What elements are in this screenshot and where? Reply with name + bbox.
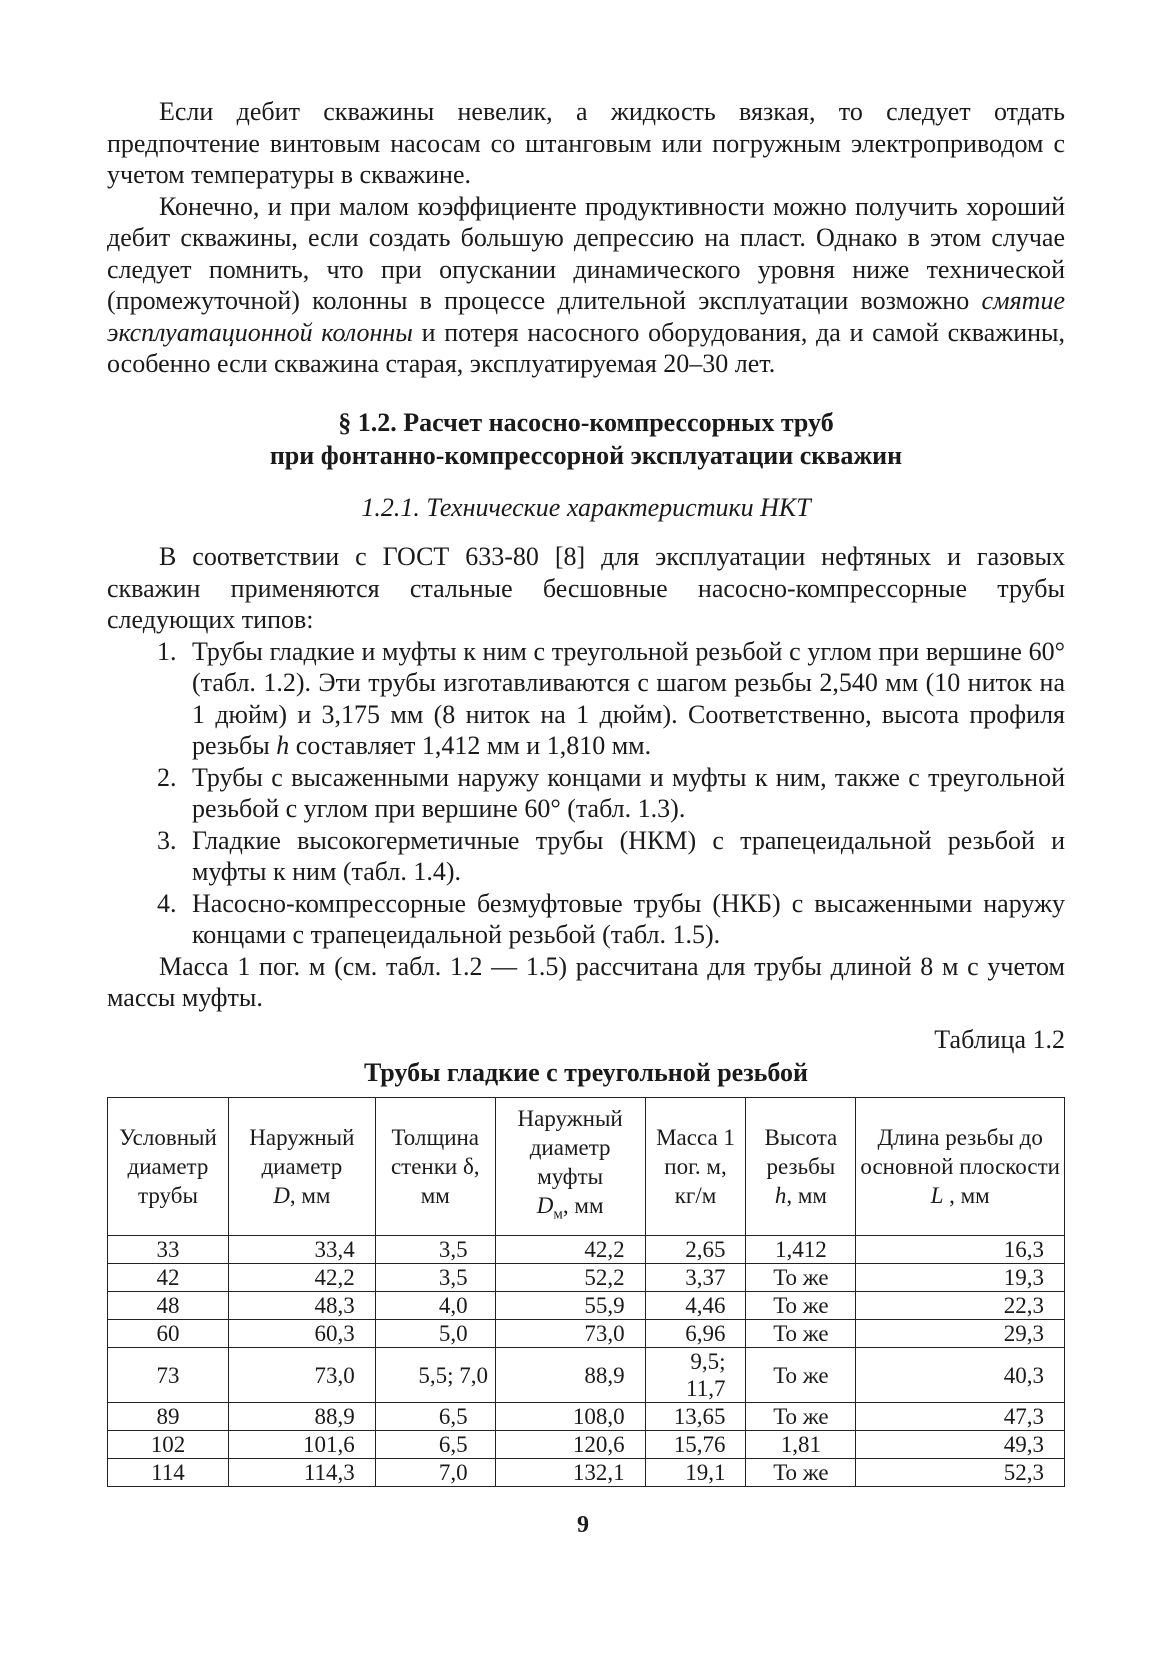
cell-coupling-diameter: 132,1 xyxy=(495,1459,645,1487)
header-coupling-diameter-symbol: D xyxy=(536,1192,554,1218)
cell-thread-height: 1,412 xyxy=(746,1236,856,1264)
cell-mass: 9,5; 11,7 xyxy=(645,1348,746,1403)
header-coupling-diameter-unit: , мм xyxy=(562,1192,604,1218)
list-item xyxy=(107,636,1065,762)
table-row xyxy=(108,1403,1065,1431)
cell-mass: 13,65 xyxy=(645,1403,746,1431)
cell-nominal-diameter: 48 xyxy=(108,1292,229,1320)
paragraph-depression-end: и потеря насосного оборудования, да и самой скважины, особенно если скважина старая, эксплуатируемая 20–30 лет. xyxy=(107,317,1065,378)
table-header-row xyxy=(108,1097,1065,1236)
header-thread-height xyxy=(746,1097,856,1236)
paragraph-mass-note: Масса 1 пог. м (см. табл. 1.2 — 1.5) рассчитана для трубы длиной 8 м с учетом массы муфты. xyxy=(107,951,1065,1012)
cell-mass: 6,96 xyxy=(645,1320,746,1348)
cell-outer-diameter: 73,0 xyxy=(228,1348,375,1403)
cell-outer-diameter: 48,3 xyxy=(228,1292,375,1320)
cell-thread-height: То же xyxy=(746,1264,856,1292)
list-item-text-end: составляет 1,412 мм и 1,810 мм. xyxy=(289,731,652,760)
cell-mass: 3,37 xyxy=(645,1264,746,1292)
header-outer-diameter-symbol: D xyxy=(273,1182,290,1208)
paragraph-depression xyxy=(107,191,1065,380)
page-number: 9 xyxy=(577,1512,589,1538)
cell-coupling-diameter: 52,2 xyxy=(495,1264,645,1292)
table-number: Таблица 1.2 xyxy=(934,1024,1065,1054)
cell-nominal-diameter: 89 xyxy=(108,1403,229,1431)
cell-thread-height: То же xyxy=(746,1459,856,1487)
table-body xyxy=(108,1236,1065,1487)
cell-thread-height: То же xyxy=(746,1348,856,1403)
list-item xyxy=(107,825,1065,888)
cell-wall-thickness: 7,0 xyxy=(375,1459,495,1487)
cell-thread-height: 1,81 xyxy=(746,1431,856,1459)
header-wall-thickness-unit: мм xyxy=(420,1182,450,1208)
table-row xyxy=(108,1320,1065,1348)
pipe-specs-table xyxy=(107,1097,1065,1488)
cell-thread-length: 16,3 xyxy=(856,1236,1065,1264)
cell-thread-length: 29,3 xyxy=(856,1320,1065,1348)
cell-coupling-diameter: 108,0 xyxy=(495,1403,645,1431)
header-thread-height-symbol: h xyxy=(774,1182,787,1208)
cell-thread-length: 52,3 xyxy=(856,1459,1065,1487)
cell-mass: 4,46 xyxy=(645,1292,746,1320)
pipe-types-list xyxy=(107,636,1065,951)
paragraph-depression-start: Конечно, и при малом коэффициенте продуктивности можно получить хороший дебит скважины, если создать большую депрессию на пласт. Однако в этом случае следует помнить, что при опускании динамического уровня ниже технической (промежуточной) колонны в процессе длительной эксплуатации возможно xyxy=(107,191,1065,315)
cell-thread-height: То же xyxy=(746,1320,856,1348)
paragraph-depression-italic: смятие эксплуатационной колонны xyxy=(107,286,1065,347)
paragraph-gost-intro: В соответствии с ГОСТ 633-80 [8] для эксплуатации нефтяных и газовых скважин применяются стальные бесшовные насосно-компрессорные трубы следующих типов: xyxy=(107,542,1065,634)
cell-nominal-diameter: 114 xyxy=(108,1459,229,1487)
list-item-text: Насосно-компрессорные безмуфтовые трубы (НКБ) с высаженными наружу концами с трапецеидальной резьбой (табл. 1.5). xyxy=(192,888,1065,949)
list-item xyxy=(107,762,1065,825)
cell-thread-length: 22,3 xyxy=(856,1292,1065,1320)
cell-coupling-diameter: 55,9 xyxy=(495,1292,645,1320)
header-thread-length xyxy=(856,1097,1065,1236)
table-row xyxy=(108,1236,1065,1264)
header-wall-thickness xyxy=(375,1097,495,1236)
header-mass: Масса 1 пог. м, кг/м xyxy=(645,1097,746,1236)
table-row xyxy=(108,1292,1065,1320)
page-content xyxy=(107,96,1065,1487)
list-item-text: Гладкие высокогерметичные трубы (НКМ) с трапецеидальной резьбой и муфты к ним (табл. 1.4). xyxy=(192,825,1065,886)
header-coupling-diameter-subscript: м xyxy=(553,1206,563,1223)
section-title-line1: § 1.2. Расчет насосно-компрессорных труб xyxy=(338,407,834,437)
cell-wall-thickness: 3,5 xyxy=(375,1236,495,1264)
list-item-number: 1. xyxy=(157,636,177,666)
cell-nominal-diameter: 42 xyxy=(108,1264,229,1292)
cell-nominal-diameter: 102 xyxy=(108,1431,229,1459)
cell-thread-length: 47,3 xyxy=(856,1403,1065,1431)
table-row xyxy=(108,1431,1065,1459)
cell-outer-diameter: 33,4 xyxy=(228,1236,375,1264)
cell-nominal-diameter: 60 xyxy=(108,1320,229,1348)
header-wall-thickness-text: Толщина стенки δ, xyxy=(390,1124,480,1179)
list-item-text: Трубы гладкие и муфты к ним с треугольной резьбой с углом при вершине 60° (табл. 1.2). Эти трубы изготавливаются с шагом резьбы 2,540 мм (10 ниток на 1 дюйм) и 3,175 мм (8 ниток на 1 дюйм). Соответственно, высота профиля резьбы xyxy=(192,636,1065,760)
cell-coupling-diameter: 120,6 xyxy=(495,1431,645,1459)
cell-mass: 19,1 xyxy=(645,1459,746,1487)
cell-wall-thickness: 5,0 xyxy=(375,1320,495,1348)
header-outer-diameter-unit: , мм xyxy=(289,1182,331,1208)
cell-wall-thickness: 4,0 xyxy=(375,1292,495,1320)
cell-thread-length: 49,3 xyxy=(856,1431,1065,1459)
header-nominal-diameter: Условный диаметр трубы xyxy=(108,1097,229,1236)
cell-outer-diameter: 114,3 xyxy=(228,1459,375,1487)
list-item-italic: h xyxy=(276,731,290,760)
cell-mass: 2,65 xyxy=(645,1236,746,1264)
list-item xyxy=(107,888,1065,951)
cell-wall-thickness: 3,5 xyxy=(375,1264,495,1292)
paragraph-screw-pumps: Если дебит скважины невелик, а жидкость вязкая, то следует отдать предпочтение винтовым насосам со штанговым или погружным электроприводом с учетом температуры в скважине. xyxy=(107,97,1065,189)
header-outer-diameter xyxy=(228,1097,375,1236)
cell-nominal-diameter: 33 xyxy=(108,1236,229,1264)
section-heading xyxy=(107,406,1065,472)
header-coupling-diameter xyxy=(495,1097,645,1236)
header-thread-length-unit: , мм xyxy=(943,1182,990,1208)
cell-wall-thickness: 6,5 xyxy=(375,1431,495,1459)
cell-mass: 15,76 xyxy=(645,1431,746,1459)
subsection-heading: 1.2.1. Технические характеристики НКТ xyxy=(361,492,811,522)
header-outer-diameter-text: Наружный диаметр xyxy=(249,1124,355,1179)
cell-coupling-diameter: 73,0 xyxy=(495,1320,645,1348)
cell-outer-diameter: 42,2 xyxy=(228,1264,375,1292)
cell-outer-diameter: 88,9 xyxy=(228,1403,375,1431)
cell-wall-thickness: 5,5; 7,0 xyxy=(375,1348,495,1403)
list-item-number: 4. xyxy=(157,888,177,918)
table-row xyxy=(108,1264,1065,1292)
header-coupling-diameter-text: Наружный диаметр муфты xyxy=(517,1105,623,1189)
table-title: Трубы гладкие с треугольной резьбой xyxy=(363,1058,809,1087)
list-item-text: Трубы с высаженными наружу концами и муфты к ним, также с треугольной резьбой с углом при вершине 60° (табл. 1.3). xyxy=(192,762,1065,823)
cell-thread-height: То же xyxy=(746,1292,856,1320)
header-thread-height-unit: , мм xyxy=(786,1182,827,1208)
cell-thread-length: 40,3 xyxy=(856,1348,1065,1403)
table-row xyxy=(108,1348,1065,1403)
cell-outer-diameter: 101,6 xyxy=(228,1431,375,1459)
header-thread-length-text: Длина резьбы до основной плоскости xyxy=(860,1124,1060,1179)
cell-nominal-diameter: 73 xyxy=(108,1348,229,1403)
header-thread-height-text: Высота резьбы xyxy=(764,1124,838,1179)
header-thread-length-symbol: L xyxy=(930,1182,944,1208)
cell-wall-thickness: 6,5 xyxy=(375,1403,495,1431)
list-item-number: 3. xyxy=(157,825,177,855)
table-row xyxy=(108,1459,1065,1487)
cell-outer-diameter: 60,3 xyxy=(228,1320,375,1348)
list-item-number: 2. xyxy=(157,762,177,792)
cell-thread-height: То же xyxy=(746,1403,856,1431)
cell-coupling-diameter: 42,2 xyxy=(495,1236,645,1264)
cell-coupling-diameter: 88,9 xyxy=(495,1348,645,1403)
section-title-line2: при фонтанно-компрессорной эксплуатации скважин xyxy=(269,440,903,470)
cell-thread-length: 19,3 xyxy=(856,1264,1065,1292)
